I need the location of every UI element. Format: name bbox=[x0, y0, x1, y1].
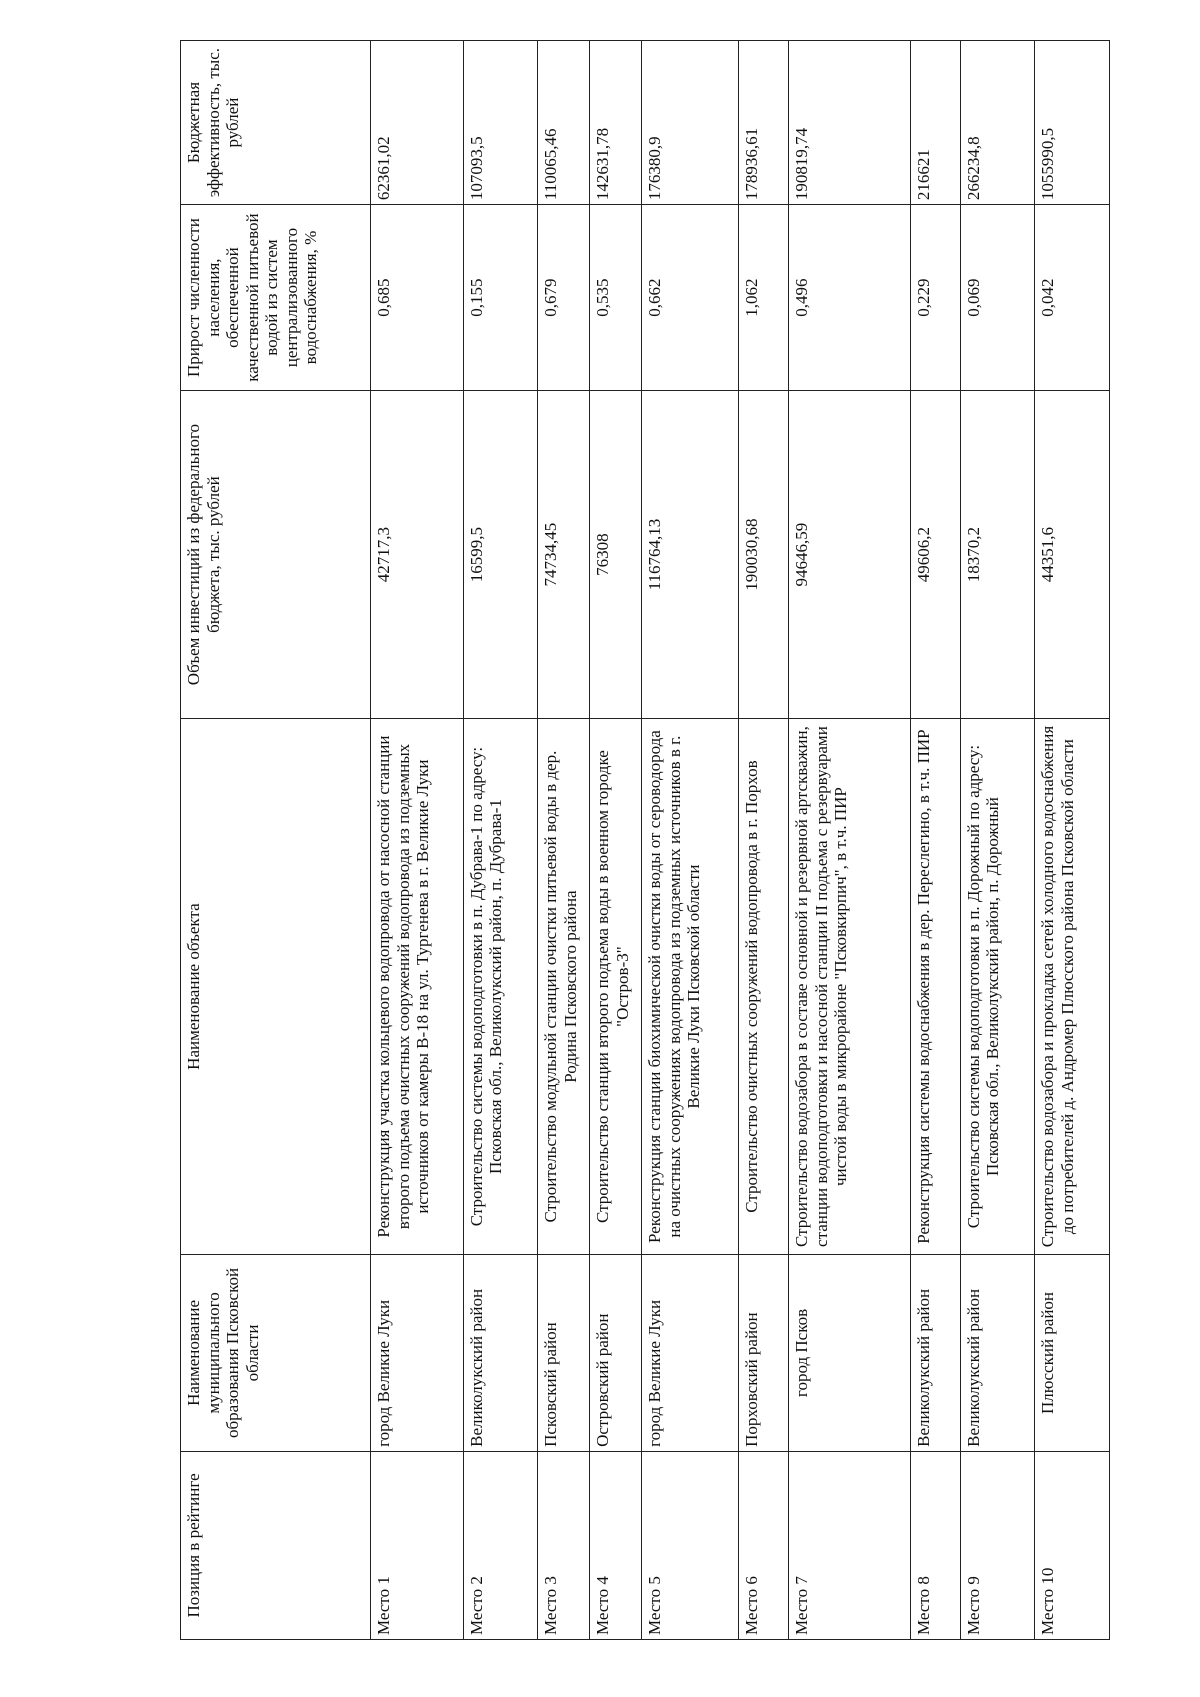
cell-increase: 0,685 bbox=[371, 205, 464, 391]
cell-object: Строительство станции второго подъема воды в военном городке "Остров-3" bbox=[590, 719, 642, 1255]
cell-position: Место 8 bbox=[911, 1451, 961, 1639]
cell-investment: 49606,2 bbox=[911, 391, 961, 719]
cell-increase: 0,155 bbox=[463, 205, 538, 391]
cell-efficiency: 216621 bbox=[911, 41, 961, 205]
cell-investment: 116764,13 bbox=[642, 391, 739, 719]
cell-object: Строительство водозабора и прокладка сетей холодного водоснабжения до потребителей д. Андромер Плюсского района Псковской области bbox=[1035, 719, 1110, 1255]
cell-efficiency: 176380,9 bbox=[642, 41, 739, 205]
cell-efficiency: 1055990,5 bbox=[1035, 41, 1110, 205]
cell-object: Строительство системы водоподготовки в п. Дубрава-1 по адресу: Псковская обл., Великолукский район, п. Дубрава-1 bbox=[463, 719, 538, 1255]
cell-efficiency: 142631,78 bbox=[590, 41, 642, 205]
table-row bbox=[590, 41, 642, 1640]
cell-efficiency: 178936,61 bbox=[739, 41, 789, 205]
cell-object: Реконструкция системы водоснабжения в дер. Переслегино, в т.ч. ПИР bbox=[911, 719, 961, 1255]
table-row bbox=[1035, 41, 1110, 1640]
cell-investment: 76308 bbox=[590, 391, 642, 719]
cell-position: Место 10 bbox=[1035, 1451, 1110, 1639]
cell-object: Реконструкция участка кольцевого водопровода от насосной станции второго подъема очистных сооружений водопровода из подземных источников от камеры В-18 на ул. Тургенева в г. Великие Луки bbox=[371, 719, 464, 1255]
cell-investment: 74734,45 bbox=[538, 391, 590, 719]
cell-municipality: Великолукский район bbox=[960, 1255, 1035, 1452]
cell-increase: 1,062 bbox=[739, 205, 789, 391]
rating-table bbox=[180, 40, 1110, 1640]
header-position: Позиция в рейтинге bbox=[181, 1451, 371, 1639]
table-row bbox=[538, 41, 590, 1640]
cell-increase: 0,069 bbox=[960, 205, 1035, 391]
table-row bbox=[371, 41, 464, 1640]
table-row bbox=[642, 41, 739, 1640]
header-municipality: Наименование муниципального образования Псковской области bbox=[181, 1255, 371, 1452]
document-page bbox=[180, 40, 1110, 1640]
cell-increase: 0,496 bbox=[789, 205, 911, 391]
header-object: Наименование объекта bbox=[181, 719, 371, 1255]
cell-municipality: Островский район bbox=[590, 1255, 642, 1452]
cell-object: Строительство очистных сооружений водопровода в г. Порхов bbox=[739, 719, 789, 1255]
header-investment: Объем инвестиций из федерального бюджета, тыс. рублей bbox=[181, 391, 371, 719]
cell-investment: 42717,3 bbox=[371, 391, 464, 719]
table-header-row bbox=[181, 41, 371, 1640]
cell-position: Место 1 bbox=[371, 1451, 464, 1639]
table-row bbox=[739, 41, 789, 1640]
cell-position: Место 9 bbox=[960, 1451, 1035, 1639]
cell-municipality: Порховский район bbox=[739, 1255, 789, 1452]
table-row bbox=[789, 41, 911, 1640]
header-efficiency: Бюджетная эффективность, тыс. рублей bbox=[181, 41, 371, 205]
cell-municipality: Псковский район bbox=[538, 1255, 590, 1452]
cell-municipality: Великолукский район bbox=[911, 1255, 961, 1452]
cell-position: Место 7 bbox=[789, 1451, 911, 1639]
cell-municipality: город Великие Луки bbox=[371, 1255, 464, 1452]
cell-investment: 18370,2 bbox=[960, 391, 1035, 719]
cell-position: Место 5 bbox=[642, 1451, 739, 1639]
cell-increase: 0,535 bbox=[590, 205, 642, 391]
cell-investment: 16599,5 bbox=[463, 391, 538, 719]
cell-object: Реконструкция станции биохимической очистки воды от сероводорода на очистных сооружениях водопровода из подземных источников в г. Великие Луки Псковской области bbox=[642, 719, 739, 1255]
cell-increase: 0,042 bbox=[1035, 205, 1110, 391]
cell-position: Место 4 bbox=[590, 1451, 642, 1639]
cell-efficiency: 190819,74 bbox=[789, 41, 911, 205]
cell-position: Место 2 bbox=[463, 1451, 538, 1639]
cell-efficiency: 107093,5 bbox=[463, 41, 538, 205]
cell-position: Место 3 bbox=[538, 1451, 590, 1639]
cell-efficiency: 110065,46 bbox=[538, 41, 590, 205]
cell-investment: 190030,68 bbox=[739, 391, 789, 719]
cell-object: Строительство водозабора в составе основной и резервной артскважин, станции водоподготовки и насосной станции II подъема с резервуарами чистой воды в микрорайоне "Псковкирпич", в т.ч. ПИР bbox=[789, 719, 911, 1255]
cell-investment: 94646,59 bbox=[789, 391, 911, 719]
cell-municipality: Великолукский район bbox=[463, 1255, 538, 1452]
cell-efficiency: 266234,8 bbox=[960, 41, 1035, 205]
cell-municipality: Плюсский район bbox=[1035, 1255, 1110, 1452]
cell-position: Место 6 bbox=[739, 1451, 789, 1639]
table-row bbox=[960, 41, 1035, 1640]
cell-increase: 0,679 bbox=[538, 205, 590, 391]
cell-object: Строительство модульной станции очистки питьевой воды в дер. Родина Псковского района bbox=[538, 719, 590, 1255]
table-row bbox=[463, 41, 538, 1640]
cell-municipality: город Великие Луки bbox=[642, 1255, 739, 1452]
table-row bbox=[911, 41, 961, 1640]
cell-increase: 0,229 bbox=[911, 205, 961, 391]
cell-increase: 0,662 bbox=[642, 205, 739, 391]
cell-efficiency: 62361,02 bbox=[371, 41, 464, 205]
cell-investment: 44351,6 bbox=[1035, 391, 1110, 719]
cell-object: Строительство системы водоподготовки в п. Дорожный по адресу: Псковская обл., Великолукский район, п. Дорожный bbox=[960, 719, 1035, 1255]
cell-municipality: город Псков bbox=[789, 1255, 911, 1452]
header-increase: Прирост численности населения, обеспеченной качественной питьевой водой из систем централизованного водоснабжения, % bbox=[181, 205, 371, 391]
